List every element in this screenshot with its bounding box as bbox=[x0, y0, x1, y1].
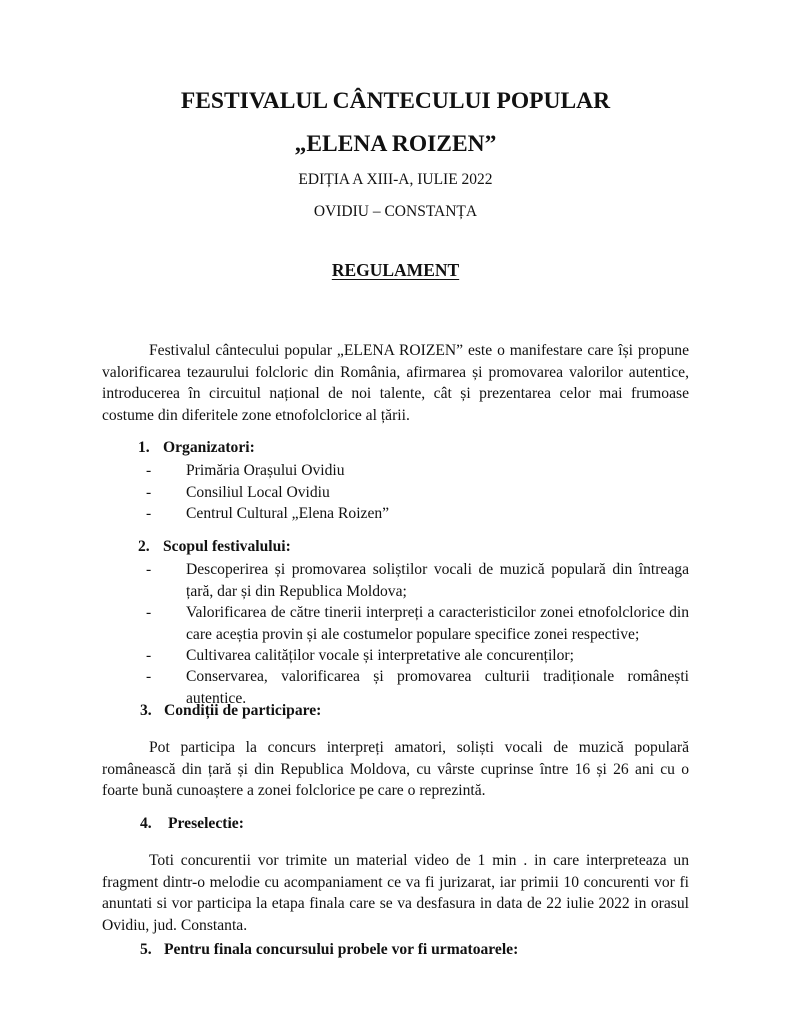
conditii-paragraph: Pot participa la concurs interpreți amatori, soliști vocali de muzică populară românească din țară și din Republica Moldova, cu vârste cuprinse între 16 și 26 ani cu o foarte bună cunoaștere a zonei folclorice pe care o reprezintă. bbox=[102, 739, 689, 800]
section-title: Organizatori: bbox=[163, 439, 255, 456]
list-item: - Consiliul Local Ovidiu bbox=[146, 482, 689, 504]
list-item: - Primăria Orașului Ovidiu bbox=[146, 460, 689, 482]
festival-title: FESTIVALUL CÂNTECULUI POPULAR bbox=[180, 88, 611, 114]
dash-bullet: - bbox=[146, 561, 152, 578]
list-item: - Conservarea, valorificarea și promovarea culturii tradiționale românești autentice. bbox=[146, 668, 689, 707]
section-heading-conditii bbox=[140, 702, 321, 720]
list-item: - Centrul Cultural „Elena Roizen” bbox=[146, 503, 689, 525]
section-title: Condiții de participare: bbox=[164, 702, 322, 719]
section-heading-preselectie bbox=[140, 815, 244, 833]
list-item: - Valorificarea de către tinerii interpreți a caracteristicilor zonei etnofolclorice din care aceștia provin și ale costumelor populare specifice zonei respective; bbox=[146, 604, 689, 643]
section-title: Pentru finala concursului probele vor fi urmatoarele: bbox=[164, 941, 519, 958]
dash-bullet: - bbox=[146, 462, 152, 479]
section-heading-scopul bbox=[138, 538, 291, 556]
dash-bullet: - bbox=[146, 668, 152, 685]
list-item: - Cultivarea calităților vocale și interpretative ale concurenților; bbox=[146, 645, 689, 667]
location-line: OVIDIU – CONSTANȚA bbox=[313, 203, 478, 220]
festival-name: „ELENA ROIZEN” bbox=[294, 131, 497, 157]
section-heading-finala bbox=[140, 941, 518, 959]
document-title: REGULAMENT bbox=[331, 260, 460, 280]
dash-bullet: - bbox=[146, 604, 152, 621]
section-number: 3. bbox=[140, 702, 152, 719]
section-title: Preselectie: bbox=[168, 815, 244, 832]
intro-paragraph bbox=[102, 340, 689, 426]
list-item: - Descoperirea și promovarea soliștilor vocali de muzică populară din întreaga țară, dar și din Republica Moldova; bbox=[146, 561, 689, 600]
preselectie-paragraph: Toti concurentii vor trimite un material video de 1 min . in care interpreteaza un fragment dintr-o melodie cu acompaniament ce va fi jurizarat, iar primii 10 concurenti vor fi anuntati si vor participa la etapa finala care se va desfasura in data de 22 iulie 2022 in orasul Ovidiu, jud. Constanta. bbox=[102, 852, 689, 934]
section-number: 4. bbox=[140, 815, 152, 832]
section-number: 5. bbox=[140, 941, 152, 958]
intro-text: Festivalul cântecului popular „ELENA ROIZEN” este o manifestare care își propune valorificarea tezaurului folcloric din România, afirmarea și promovarea valorilor autentice, introducerea în circuitul național de noi talente, cât și prezentarea celor mai frumoase costume din diferitele zone etnofolclorice al țării. bbox=[102, 342, 689, 424]
dash-bullet: - bbox=[146, 484, 152, 501]
section-title: Scopul festivalului: bbox=[163, 538, 291, 555]
dash-bullet: - bbox=[146, 647, 152, 664]
dash-bullet: - bbox=[146, 505, 152, 522]
edition-line: EDIȚIA A XIII-A, IULIE 2022 bbox=[298, 171, 493, 188]
section-heading-organizatori bbox=[138, 439, 255, 457]
section-number: 1. bbox=[138, 439, 150, 456]
section-number: 2. bbox=[138, 538, 150, 555]
